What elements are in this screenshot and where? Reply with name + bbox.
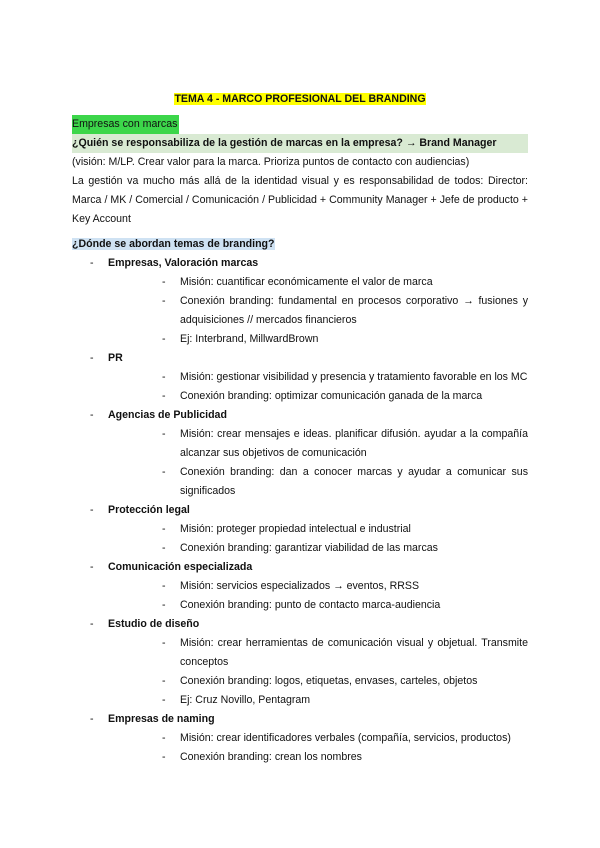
sub-item [108,539,528,558]
list-item-naming [72,710,528,767]
list-bullet: - [90,618,94,630]
sub-bullet: - [162,371,166,383]
question-brand-manager: ¿Quién se responsabiliza de la gestión de marcas en la empresa? → Brand Manager [72,134,528,153]
list-item-label: Empresas, Valoración marcas [108,257,259,269]
list-bullet: - [90,352,94,364]
sub-bullet: - [162,599,166,611]
list-item-label: Agencias de Publicidad [108,409,227,421]
list-item-comunicacion [72,558,528,615]
list-bullet: - [90,257,94,269]
sub-item-text: Conexión branding: crean los nombres [180,751,362,763]
list-bullet: - [90,561,94,573]
list-bullet: - [90,713,94,725]
sub-item-text: Ej: Interbrand, MillwardBrown [180,333,319,345]
sub-item [108,330,528,349]
sub-bullet: - [162,333,166,345]
sub-item [108,596,528,615]
section-heading [72,115,528,134]
paragraph-vision: (visión: M/LP. Crear valor para la marca. Prioriza puntos de contacto con audiencias) [72,156,470,168]
sub-item-text: Misión: proteger propiedad intelectual e industrial [180,523,411,535]
sub-item-text: Conexión branding: punto de contacto marca-audiencia [180,599,441,611]
section-heading-text: Empresas con marcas [72,115,179,134]
sub-bullet: - [162,276,166,288]
sub-bullet: - [162,466,166,478]
list-item-label: Empresas de naming [108,713,215,725]
sub-item [108,463,528,501]
sub-item [108,292,528,330]
sub-item [108,748,528,767]
sub-item-text: Conexión branding: garantizar viabilidad de las marcas [180,542,438,554]
sub-item-text: Misión: cuantificar económicamente el valor de marca [180,276,433,288]
list-item-empresas-valoracion [72,254,528,349]
sub-item [108,368,528,387]
sub-item-text: Conexión branding: fundamental en procesos corporativo → fusiones y adquisiciones // mercados financieros [180,295,528,326]
list-item-proteccion-legal [72,501,528,558]
list-item-label: Comunicación especializada [108,561,253,573]
sub-bullet: - [162,751,166,763]
sub-item [108,634,528,672]
sub-bullet: - [162,428,166,440]
sublist [108,520,528,558]
sub-item [108,387,528,406]
sublist [108,425,528,501]
sub-item-text: Misión: crear identificadores verbales (compañía, servicios, productos) [180,732,511,744]
list-item-pr [72,349,528,406]
list-item-label: Estudio de diseño [108,618,200,630]
sublist [108,368,528,406]
sublist [108,634,528,710]
sub-item-text: Misión: servicios especializados → eventos, RRSS [180,580,420,592]
sub-item-text: Misión: crear herramientas de comunicación visual y objetual. Transmite conceptos [180,637,528,668]
list-item-estudio-diseno [72,615,528,710]
sub-bullet: - [162,732,166,744]
sub-item-text: Conexión branding: optimizar comunicación ganada de la marca [180,390,483,402]
sub-item [108,672,528,691]
list-item-label: Protección legal [108,504,190,516]
list-item-agencias [72,406,528,501]
question-branding: ¿Dónde se abordan temas de branding? [72,238,275,250]
sub-item [108,729,528,748]
page-title [72,90,528,109]
sub-bullet: - [162,694,166,706]
list-bullet: - [90,409,94,421]
sub-item-text: Ej: Cruz Novillo, Pentagram [180,694,311,706]
list-bullet: - [90,504,94,516]
sub-item [108,691,528,710]
sub-bullet: - [162,390,166,402]
sublist [108,577,528,615]
sub-item-text: Conexión branding: logos, etiquetas, envases, carteles, objetos [180,675,478,687]
sub-bullet: - [162,675,166,687]
title-text: TEMA 4 - MARCO PROFESIONAL DEL BRANDING [174,93,426,105]
sub-bullet: - [162,542,166,554]
sub-item-text: Conexión branding: dan a conocer marcas y ayudar a comunicar sus significados [180,466,528,497]
sub-item-text: Misión: crear mensajes e ideas. planificar difusión. ayudar a la compañía alcanzar sus objetivos de comunicación [180,428,528,459]
sub-item [108,425,528,463]
sub-bullet: - [162,523,166,535]
sub-bullet: - [162,637,166,649]
sub-item [108,577,528,596]
sub-item-text: Misión: gestionar visibilidad y presencia y tratamiento favorable en los MC [180,371,528,383]
sub-bullet: - [162,580,166,592]
sub-item [108,520,528,539]
sublist [108,273,528,349]
paragraph-gestion: La gestión va mucho más allá de la identidad visual y es responsabilidad de todos: Director: Marca / MK / Comercial / Comunicación / Publicidad + Community Manager + Jefe de producto + Key Account [72,175,528,225]
sublist [108,729,528,767]
sub-item [108,273,528,292]
sub-bullet: - [162,295,166,307]
branding-list [72,254,528,767]
list-item-label: PR [108,352,123,364]
question-branding-wrapper [72,235,528,254]
